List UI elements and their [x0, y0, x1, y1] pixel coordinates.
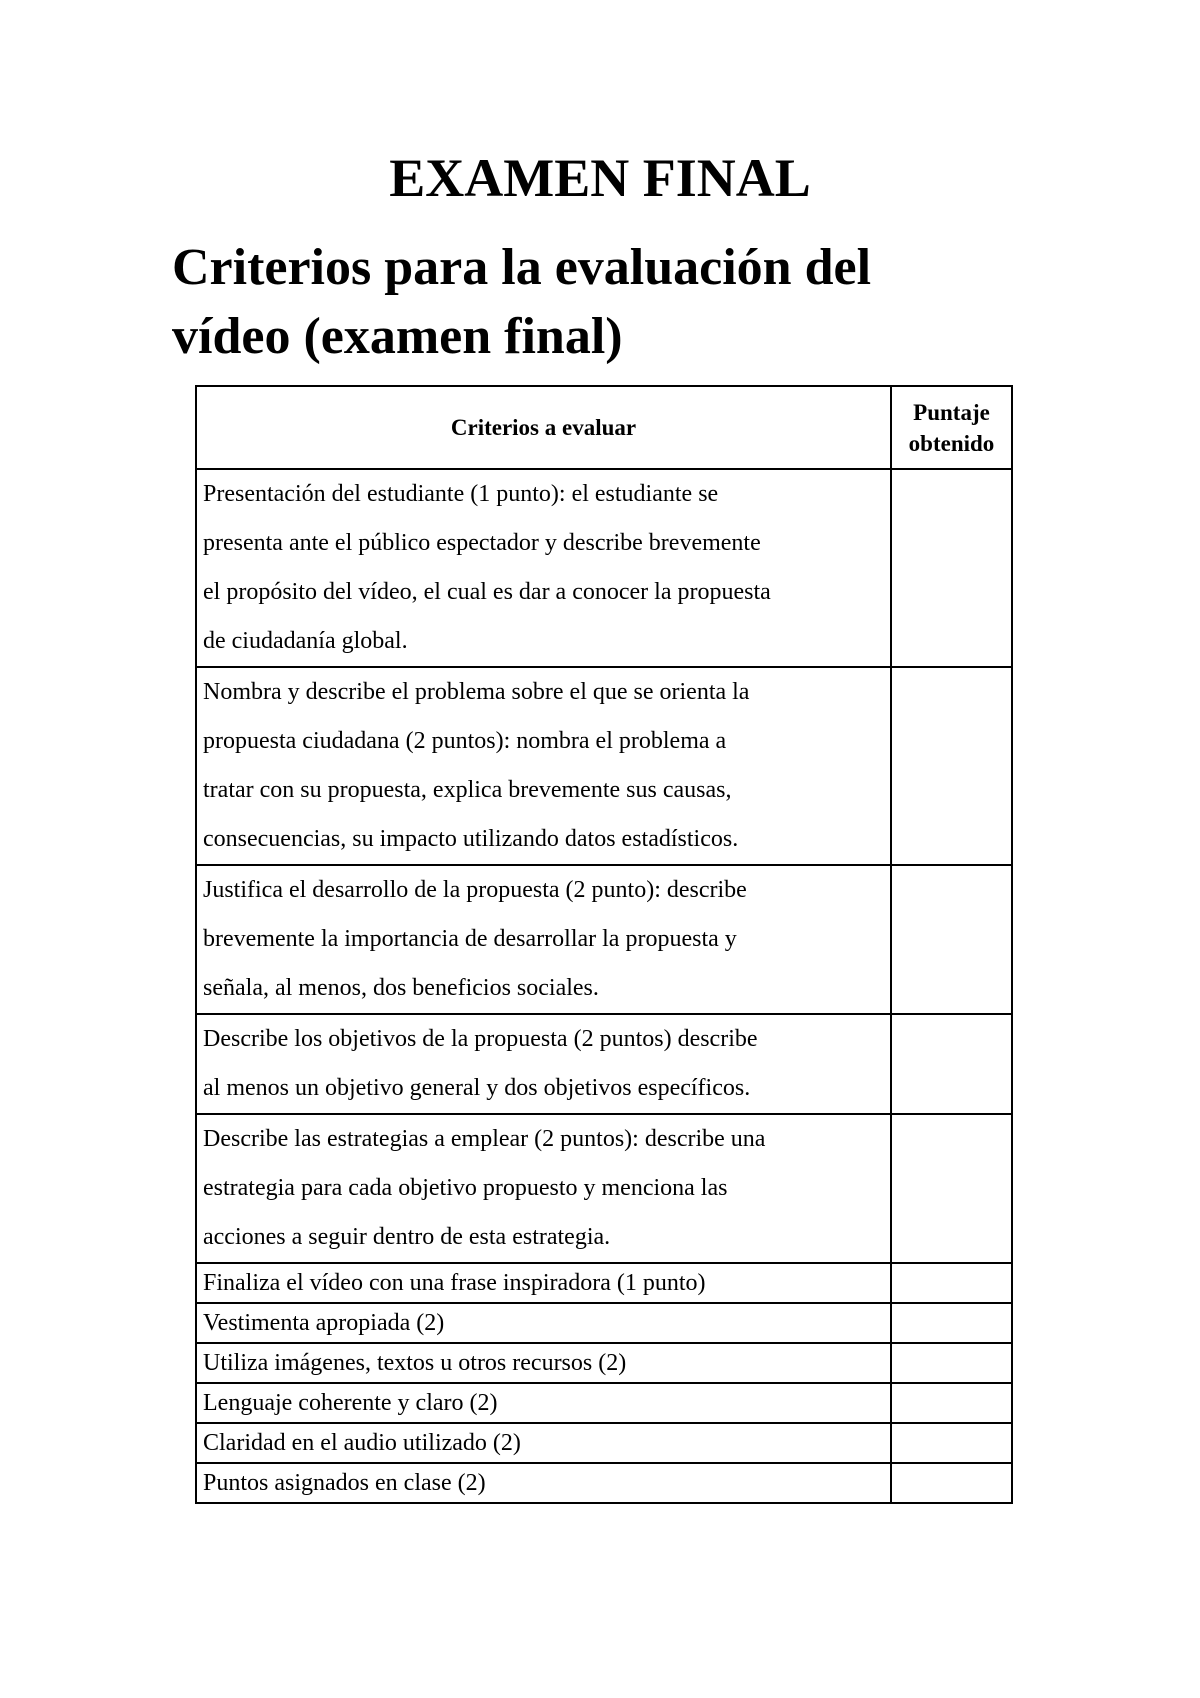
table-row: [196, 865, 1012, 1014]
rubric-subtitle: [172, 233, 992, 371]
score-cell[interactable]: [891, 469, 1012, 667]
score-cell[interactable]: [891, 667, 1012, 865]
table-row: [196, 667, 1012, 865]
score-cell[interactable]: [891, 865, 1012, 1014]
criterion-text: Vestimenta apropiada (2): [196, 1303, 891, 1343]
score-cell[interactable]: [891, 1423, 1012, 1463]
table-row: [196, 1014, 1012, 1114]
score-cell[interactable]: [891, 1343, 1012, 1383]
score-cell[interactable]: [891, 1303, 1012, 1343]
subtitle-line-2: vídeo (examen final): [172, 308, 623, 365]
table-row: [196, 1114, 1012, 1263]
score-cell[interactable]: [891, 1463, 1012, 1503]
criterion-text: Nombra y describe el problema sobre el que se orienta la propuesta ciudadana (2 puntos): nombra el problema a tratar con su propuesta, explica brevemente sus causas, consecuencias, su impacto utilizando datos estadísticos.: [196, 667, 891, 865]
rubric-table: [195, 385, 1013, 1504]
score-header: [891, 386, 1012, 469]
table-row: [196, 1463, 1012, 1503]
score-cell[interactable]: [891, 1263, 1012, 1303]
criterion-text: Justifica el desarrollo de la propuesta (2 punto): describe brevemente la importancia de desarrollar la propuesta y señala, al menos, dos beneficios sociales.: [196, 865, 891, 1014]
score-cell[interactable]: [891, 1114, 1012, 1263]
criterion-text: Puntos asignados en clase (2): [196, 1463, 891, 1503]
criterion-text: Utiliza imágenes, textos u otros recursos (2): [196, 1343, 891, 1383]
criterion-text: Describe los objetivos de la propuesta (2 puntos) describe al menos un objetivo general y dos objetivos específicos.: [196, 1014, 891, 1114]
table-row: [196, 1383, 1012, 1423]
criterion-text: Lenguaje coherente y claro (2): [196, 1383, 891, 1423]
score-cell[interactable]: [891, 1383, 1012, 1423]
score-header-line-2: obtenido: [908, 430, 995, 456]
subtitle-line-1: Criterios para la evaluación del: [172, 239, 872, 296]
table-row: [196, 1303, 1012, 1343]
criterion-text: Claridad en el audio utilizado (2): [196, 1423, 891, 1463]
table-row: [196, 1423, 1012, 1463]
table-row: [196, 469, 1012, 667]
exam-title: EXAMEN FINAL: [389, 148, 811, 208]
criterion-text: Describe las estrategias a emplear (2 puntos): describe una estrategia para cada objetivo propuesto y menciona las acciones a seguir dentro de esta estrategia.: [196, 1114, 891, 1263]
table-row: [196, 1263, 1012, 1303]
criteria-header: Criterios a evaluar: [196, 386, 891, 469]
criterion-text: Presentación del estudiante (1 punto): el estudiante se presenta ante el público espectador y describe brevemente el propósito del vídeo, el cual es dar a conocer la propuesta de ciudadanía global.: [196, 469, 891, 667]
criterion-text: Finaliza el vídeo con una frase inspiradora (1 punto): [196, 1263, 891, 1303]
score-cell[interactable]: [891, 1014, 1012, 1114]
rubric-header-row: [196, 386, 1012, 469]
score-header-line-1: Puntaje: [913, 399, 990, 425]
table-row: [196, 1343, 1012, 1383]
